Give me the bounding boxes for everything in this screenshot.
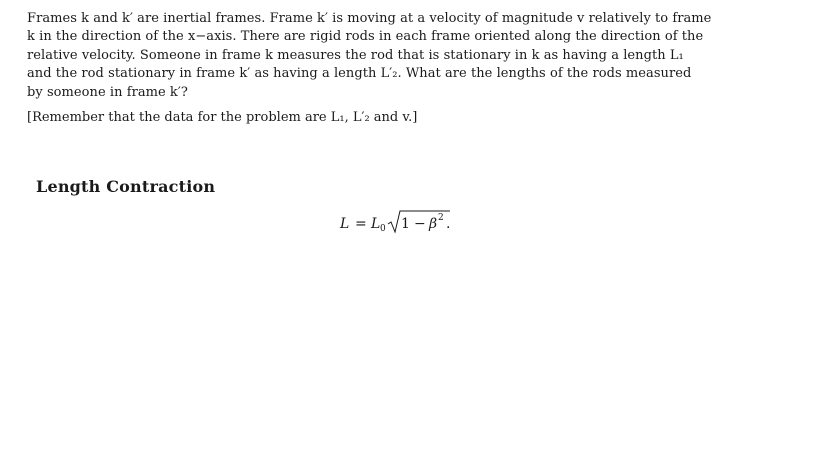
formula-beta: β [429,216,438,232]
problem-line-3: relative velocity. Someone in frame k measures the rod that is stationary in k as having a length L₁ [27,47,684,63]
section-title: Length Contraction [36,177,216,196]
formula-coefficient-subscript: 0 [380,224,386,234]
formula-beta-exponent: 2 [438,213,444,223]
problem-line-2: k in the direction of the x−axis. There are rigid rods in each frame oriented along the direction of the [27,29,704,45]
data-reminder: [Remember that the data for the problem are L₁, L′₂ and v.] [27,110,418,125]
problem-line-4: and the rod stationary in frame k′ as having a length L′₂. What are the lengths of the rods measured [27,66,692,82]
formula-radicand-one: 1 [401,216,410,232]
formula-minus: − [414,216,426,232]
length-contraction-formula [338,208,478,238]
formula-equals: = [355,216,367,232]
problem-line-5: by someone in frame k′? [27,84,188,100]
formula-lhs: L [340,216,350,232]
formula-coefficient: L [371,216,381,232]
formula-period: . [446,216,451,232]
problem-line-1: Frames k and k′ are inertial frames. Frame k′ is moving at a velocity of magnitude v relatively to frame [27,11,712,26]
problem-statement [27,10,712,102]
formula-svg [338,208,478,238]
